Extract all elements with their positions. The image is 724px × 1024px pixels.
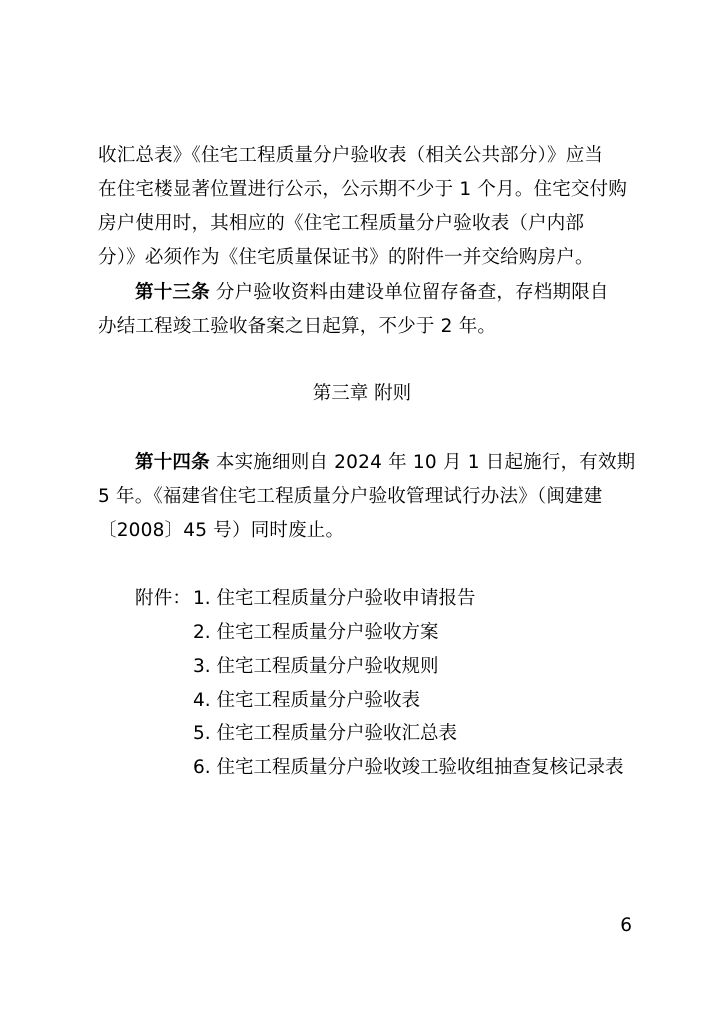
paragraph-line: 收汇总表》《住宅工程质量分户验收表（相关公共部分）》应当 — [98, 145, 604, 166]
attachment-item: 6. 住宅工程质量分户验收竣工验收组抽查复核记录表 — [193, 757, 624, 778]
paragraph-line: 分）》必须作为《住宅质量保证书》的附件一并交给购房户。 — [98, 247, 594, 268]
chapter-title: 第三章 附则 — [312, 383, 412, 404]
attachment-item: 2. 住宅工程质量分户验收方案 — [193, 622, 439, 643]
attachment-item: 4. 住宅工程质量分户验收表 — [193, 690, 421, 711]
article-13-line-2: 办结工程竣工验收备案之日起算，不少于 2 年。 — [98, 316, 497, 337]
article-14-line-3: 〔2008〕45 号）同时废止。 — [98, 520, 345, 541]
page-number: 6 — [620, 915, 632, 936]
article-14-line-1 — [135, 450, 635, 476]
article-14-text: 本实施细则自 2024 年 10 月 1 日起施行，有效期 — [209, 452, 636, 473]
attachment-item: 5. 住宅工程质量分户验收汇总表 — [193, 723, 458, 744]
article-14-label: 第十四条 — [135, 452, 210, 473]
article-13-label: 第十三条 — [135, 282, 210, 303]
paragraph-line: 房户使用时，其相应的《住宅工程质量分户验收表（户内部 — [98, 213, 585, 234]
attachment-item: 3. 住宅工程质量分户验收规则 — [193, 656, 439, 677]
article-13-text: 分户验收资料由建设单位留存备查，存档期限自 — [209, 282, 609, 303]
article-14-line-2: 5 年。《福建省住宅工程质量分户验收管理试行办法》（闽建建 — [98, 486, 603, 507]
attachments-label: 附件： — [135, 588, 192, 609]
article-13-line-1 — [135, 280, 609, 306]
attachment-item: 1. 住宅工程质量分户验收申请报告 — [193, 588, 476, 609]
paragraph-line: 在住宅楼显著位置进行公示，公示期不少于 1 个月。住宅交付购 — [98, 179, 628, 200]
